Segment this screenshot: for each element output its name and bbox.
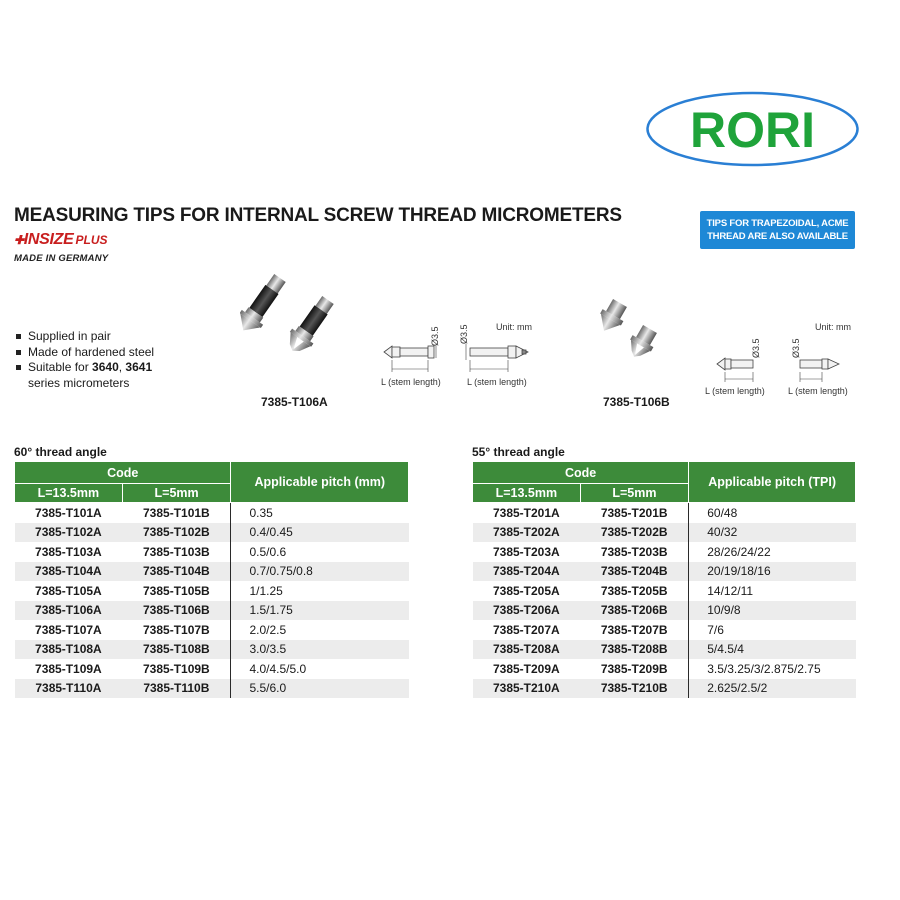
callout-line-2: THREAD ARE ALSO AVAILABLE [707,231,848,242]
code-l-13-5-cell: 7385-T208A [473,640,581,660]
code-l-13-5-cell: 7385-T104A [15,562,123,582]
made-in-germany: MADE IN GERMANY [14,253,109,264]
code-l-5-cell: 7385-T207B [580,620,689,640]
code-l-5-cell: 7385-T103B [122,542,231,562]
table-row [473,542,856,562]
stem-length-label-b2: L (stem length) [788,386,848,396]
pitch-cell: 3.0/3.5 [231,640,409,660]
header-l-13-5: L=13.5mm [15,484,123,503]
pitch-cell: 0.35 [231,503,409,523]
code-l-13-5-cell: 7385-T201A [473,503,581,523]
feature-item: Suitable for 3640, 3641 [16,360,216,376]
brand-suffix: PLUS [75,233,108,247]
feature-item: Made of hardened steel [16,345,216,361]
code-l-5-cell: 7385-T101B [122,503,231,523]
header-code: Code [473,462,689,484]
section-label-55: 55° thread angle [472,445,565,459]
thread-60-table [14,461,409,698]
header-pitch: Applicable pitch (mm) [231,462,409,503]
header-code: Code [15,462,231,484]
thread-55-table [472,461,856,698]
pitch-cell: 10/9/8 [689,601,856,621]
pitch-cell: 1.5/1.75 [231,601,409,621]
stem-length-label-a1: L (stem length) [381,377,441,387]
code-l-5-cell: 7385-T102B [122,523,231,543]
pitch-cell: 2.625/2.5/2 [689,679,856,699]
diameter-label-b2: Ø3.5 [791,338,801,358]
code-l-5-cell: 7385-T205B [580,581,689,601]
code-l-13-5-cell: 7385-T205A [473,581,581,601]
code-l-13-5-cell: 7385-T210A [473,679,581,699]
page-title: MEASURING TIPS FOR INTERNAL SCREW THREAD MICROMETERS [14,205,622,226]
code-l-13-5-cell: 7385-T106A [15,601,123,621]
feature-item: Supplied in pair [16,329,216,345]
table-row [473,659,856,679]
code-l-5-cell: 7385-T203B [580,542,689,562]
code-l-5-cell: 7385-T204B [580,562,689,582]
code-l-13-5-cell: 7385-T101A [15,503,123,523]
table-row [15,620,409,640]
product-caption-a: 7385-T106A [261,395,328,409]
table-row [15,581,409,601]
code-l-5-cell: 7385-T108B [122,640,231,660]
table-row [473,562,856,582]
table-row [15,659,409,679]
unit-label-a: Unit: mm [496,322,532,332]
code-l-13-5-cell: 7385-T105A [15,581,123,601]
header-l-5: L=5mm [122,484,231,503]
dimension-diagram-b [705,320,865,402]
bullet-icon [16,365,21,370]
table-row [15,562,409,582]
callout-line-1: TIPS FOR TRAPEZOIDAL, ACME [706,218,849,229]
header-l-13-5: L=13.5mm [473,484,581,503]
table-row [473,523,856,543]
table-row [473,581,856,601]
feature-item-continued: series micrometers [28,375,130,390]
pitch-cell: 60/48 [689,503,856,523]
measuring-tip-pair-a-image [240,270,360,370]
code-l-5-cell: 7385-T104B [122,562,231,582]
table-row [473,601,856,621]
table-row [473,640,856,660]
code-l-13-5-cell: 7385-T202A [473,523,581,543]
code-l-13-5-cell: 7385-T107A [15,620,123,640]
insize-plus-brand [14,231,154,267]
pitch-cell: 7/6 [689,620,856,640]
diameter-label-a1: Ø3.5 [430,326,440,346]
section-label-60: 60° thread angle [14,445,107,459]
code-l-5-cell: 7385-T202B [580,523,689,543]
feature-list [16,329,216,391]
code-l-13-5-cell: 7385-T108A [15,640,123,660]
code-l-13-5-cell: 7385-T209A [473,659,581,679]
diameter-label-b1: Ø3.5 [751,338,761,358]
code-l-5-cell: 7385-T201B [580,503,689,523]
code-l-13-5-cell: 7385-T207A [473,620,581,640]
pitch-cell: 1/1.25 [231,581,409,601]
code-l-5-cell: 7385-T206B [580,601,689,621]
code-l-5-cell: 7385-T110B [122,679,231,699]
bullet-icon [16,350,21,355]
pitch-cell: 0.7/0.75/0.8 [231,562,409,582]
code-l-5-cell: 7385-T109B [122,659,231,679]
pitch-cell: 14/12/11 [689,581,856,601]
code-l-13-5-cell: 7385-T204A [473,562,581,582]
code-l-13-5-cell: 7385-T103A [15,542,123,562]
rori-logo [645,90,860,168]
pitch-cell: 5/4.5/4 [689,640,856,660]
code-l-13-5-cell: 7385-T102A [15,523,123,543]
pitch-cell: 4.0/4.5/5.0 [231,659,409,679]
unit-label-b: Unit: mm [815,322,851,332]
availability-callout [700,211,855,249]
stem-length-label-a2: L (stem length) [467,377,527,387]
table-row [15,503,409,523]
pitch-cell: 28/26/24/22 [689,542,856,562]
code-l-5-cell: 7385-T208B [580,640,689,660]
bullet-icon [16,334,21,339]
code-l-5-cell: 7385-T105B [122,581,231,601]
table-row [15,523,409,543]
pitch-cell: 40/32 [689,523,856,543]
code-l-13-5-cell: 7385-T206A [473,601,581,621]
code-l-5-cell: 7385-T210B [580,679,689,699]
code-l-13-5-cell: 7385-T203A [473,542,581,562]
pitch-cell: 0.4/0.45 [231,523,409,543]
table-row [15,542,409,562]
diameter-label-a2: Ø3.5 [459,324,469,344]
pitch-cell: 20/19/18/16 [689,562,856,582]
table-row [15,640,409,660]
pitch-cell: 0.5/0.6 [231,542,409,562]
stem-length-label-b1: L (stem length) [705,386,765,396]
table-row [15,679,409,699]
rori-logo-text: RORI [690,102,815,158]
code-l-13-5-cell: 7385-T109A [15,659,123,679]
code-l-13-5-cell: 7385-T110A [15,679,123,699]
header-pitch: Applicable pitch (TPI) [689,462,856,503]
code-l-5-cell: 7385-T209B [580,659,689,679]
measuring-tip-pair-b-image [598,295,678,375]
table-row [15,601,409,621]
pitch-cell: 3.5/3.25/3/2.875/2.75 [689,659,856,679]
code-l-5-cell: 7385-T106B [122,601,231,621]
table-row [473,620,856,640]
table-row [473,679,856,699]
pitch-cell: 5.5/6.0 [231,679,409,699]
dimension-diagram-a [378,320,553,392]
brand-name: ✚INSIZE [14,231,74,248]
header-l-5: L=5mm [580,484,689,503]
product-caption-b: 7385-T106B [603,395,670,409]
table-row [473,503,856,523]
pitch-cell: 2.0/2.5 [231,620,409,640]
code-l-5-cell: 7385-T107B [122,620,231,640]
